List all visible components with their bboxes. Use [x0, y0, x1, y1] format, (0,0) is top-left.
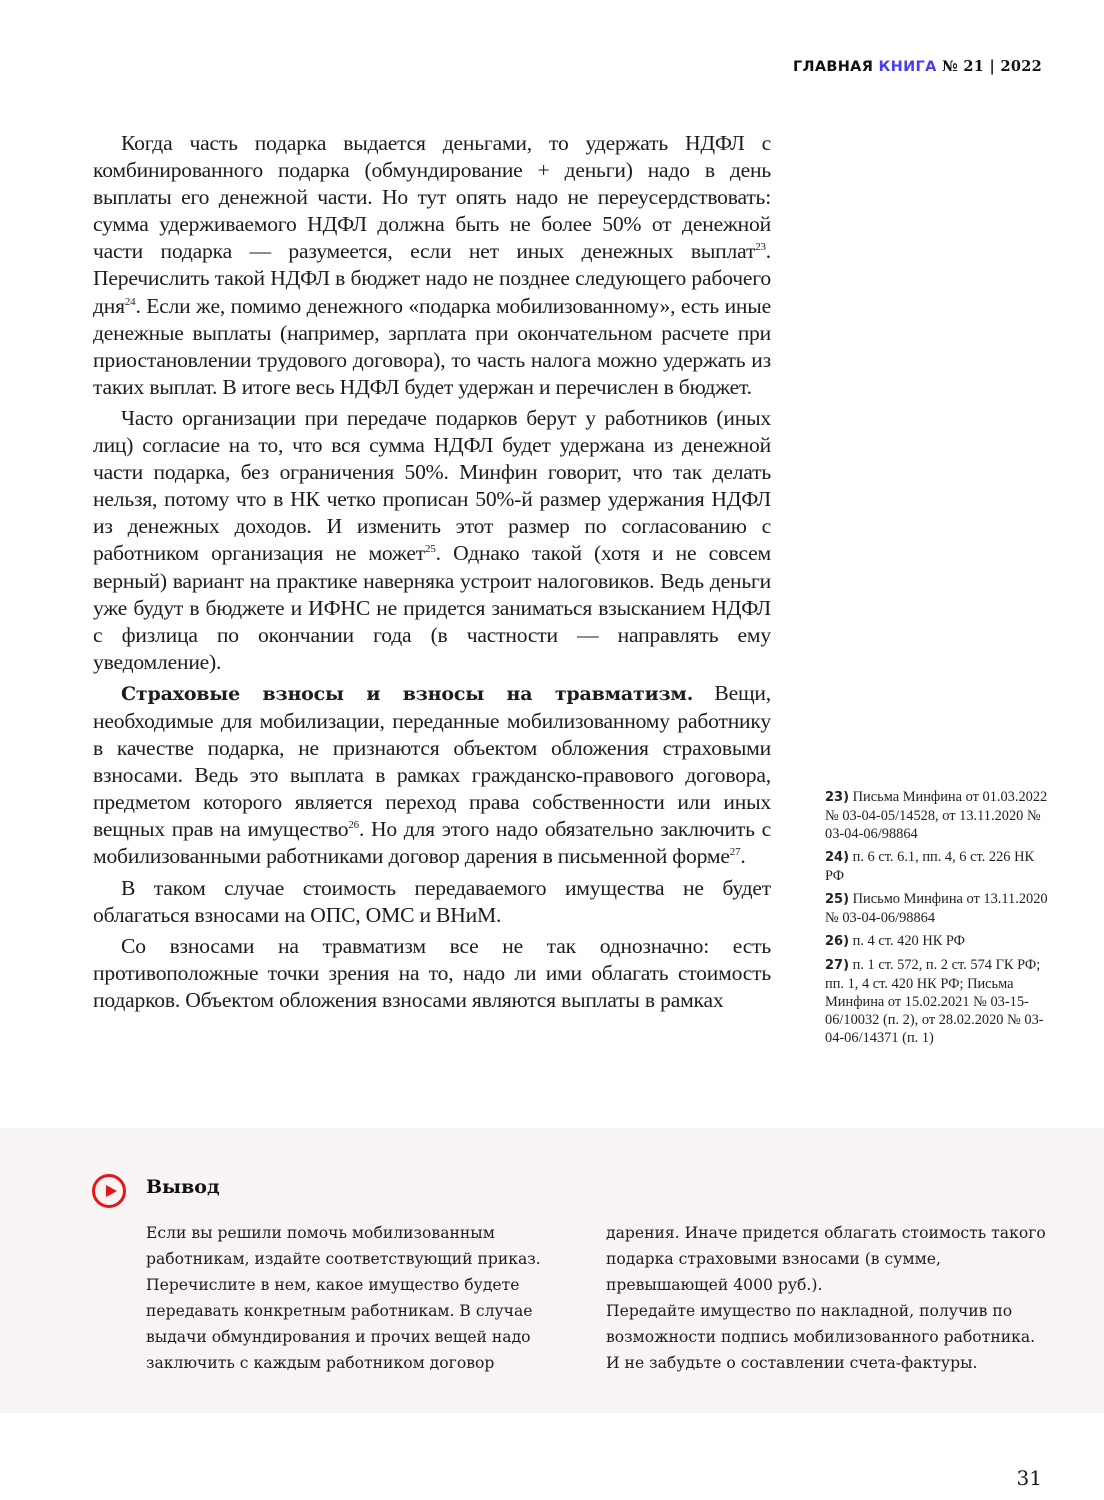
summary-text: дарения. Иначе придется облагать стоимость такого подарка страховыми взносами (в сумме, превышающей 4000 руб.). [606, 1224, 1046, 1294]
footnote-ref-23[interactable]: 23 [755, 241, 766, 254]
footnote-24 [825, 848, 1055, 885]
play-circle-icon [92, 1174, 126, 1208]
paragraph [93, 130, 771, 401]
article-body [93, 130, 771, 1018]
paragraph [93, 680, 771, 871]
footnote-text: п. 1 ст. 572, п. 2 ст. 574 ГК РФ; пп. 1, 4 ст. 420 НК РФ; Письма Минфина от 15.02.2021 № 03-15-06/10032 (п. 2), от 28.02.2020 № 03-04-06/14371 (п. 1) [825, 957, 1044, 1046]
footnote-number: 24) [825, 850, 850, 865]
paragraph [93, 875, 771, 929]
footnote-25 [825, 890, 1055, 927]
section-heading: Страховые взносы и взносы на травматизм. [121, 682, 694, 705]
footnote-text: Письмо Минфина от 13.11.2020 № 03-04-06/98864 [825, 891, 1048, 926]
summary-box [0, 1128, 1104, 1413]
footnote-number: 27) [825, 958, 850, 973]
text: . Но для этого надо обязательно заключить с мобилизованными работниками договор дарения в письменной форме [93, 817, 771, 869]
footnote-23 [825, 788, 1055, 843]
text: . Перечислить такой НДФЛ в бюджет надо не позднее следующего рабочего дня [93, 239, 771, 318]
footnote-ref-26[interactable]: 26 [348, 819, 359, 832]
text: . [740, 844, 746, 869]
brand-name-accent: КНИГА [878, 59, 937, 75]
footnote-ref-27[interactable]: 27 [729, 846, 741, 859]
text: Когда часть подарка выдается деньгами, то удержать НДФЛ с комбинированного подарка (обмундирование + деньги) надо в день выплаты его денежной части. Но тут опять надо не переусердствовать: сумма удерживаемого НДФЛ должна быть не более 50% от денежной части подарка — разумеется, если нет иных денежных выплат [93, 131, 771, 264]
footnote-26 [825, 932, 1055, 951]
paragraph [93, 405, 771, 676]
text: . Однако такой (хотя и не совсем верный) вариант на практике наверняка устроит налоговиков. Ведь деньги уже будут в бюджете и ИФНС не придется заниматься взысканием НДФЛ с физлица по окончании года (в частности — направлять ему уведомление). [93, 541, 771, 674]
footnote-text: п. 4 ст. 420 НК РФ [852, 933, 966, 949]
scalloped-edge [0, 1122, 1104, 1130]
footnote-number: 25) [825, 892, 850, 907]
page-number: 31 [1016, 1466, 1042, 1490]
text: Вещи, необходимые для мобилизации, переданные мобилизованному работнику в качестве подарка, не признаются объектом обложения страховыми взносами. Ведь это выплата в рамках гражданско-правового договора, предметом которого является переход права собственности или иных вещных прав на имущество [93, 680, 771, 842]
summary-text: Передайте имущество по накладной, получив по возможности подпись мобилизованного работника. И не забудьте о составлении счета-фактуры. [606, 1302, 1036, 1372]
issue-number: № 21 | 2022 [941, 58, 1042, 75]
summary-text: Если вы решили помочь мобилизованным работникам, издайте соответствующий приказ. Перечислите в нем, какое имущество будете передавать конкретным работникам. В случае выдачи обмундирования и прочих вещей надо заключить с каждым работником договор [146, 1224, 541, 1372]
footnote-ref-25[interactable]: 25 [425, 543, 436, 556]
text: В таком случае стоимость передаваемого имущества не будет облагаться взносами на ОПС, ОМС и ВНиМ. [93, 875, 771, 927]
footnote-number: 26) [825, 934, 850, 949]
text: Со взносами на травматизм все не так однозначно: есть противоположные точки зрения на то, надо ли ими облагать стоимость подарков. Объектом обложения взносами являются выплаты в рамках [93, 933, 771, 1012]
summary-left-column [146, 1220, 586, 1376]
brand-name: ГЛАВНАЯ [792, 59, 874, 75]
paragraph [93, 933, 771, 1014]
summary-right-column [606, 1220, 1046, 1376]
footnote-ref-24[interactable]: 24 [124, 295, 136, 308]
footnote-text: п. 6 ст. 6.1, пп. 4, 6 ст. 226 НК РФ [825, 849, 1035, 884]
footnote-27 [825, 956, 1055, 1047]
magazine-header [793, 58, 1042, 75]
text: . Если же, помимо денежного «подарка мобилизованному», есть иные денежные выплаты (например, зарплата при окончательном расчете при приостановлении трудового договора), то часть налога можно удержать из таких выплат. В итоге весь НДФЛ будет удержан и перечислен в бюджет. [93, 293, 771, 399]
footnote-number: 23) [825, 790, 850, 805]
footnotes [825, 788, 1055, 1052]
text: Часто организации при передаче подарков берут у работников (иных лиц) согласие на то, что вся сумма НДФЛ будет удержана из денежной части подарка, без ограничения 50%. Минфин говорит, что так делать нельзя, потому что в НК четко прописан 50%-й размер удержания НДФЛ из денежных доходов. И изменить этот размер по согласованию с работником организация не может [93, 405, 771, 566]
summary-title: Вывод [146, 1176, 220, 1198]
footnote-text: Письма Минфина от 01.03.2022 № 03-04-05/14528, от 13.11.2020 № 03-04-06/98864 [825, 789, 1048, 842]
